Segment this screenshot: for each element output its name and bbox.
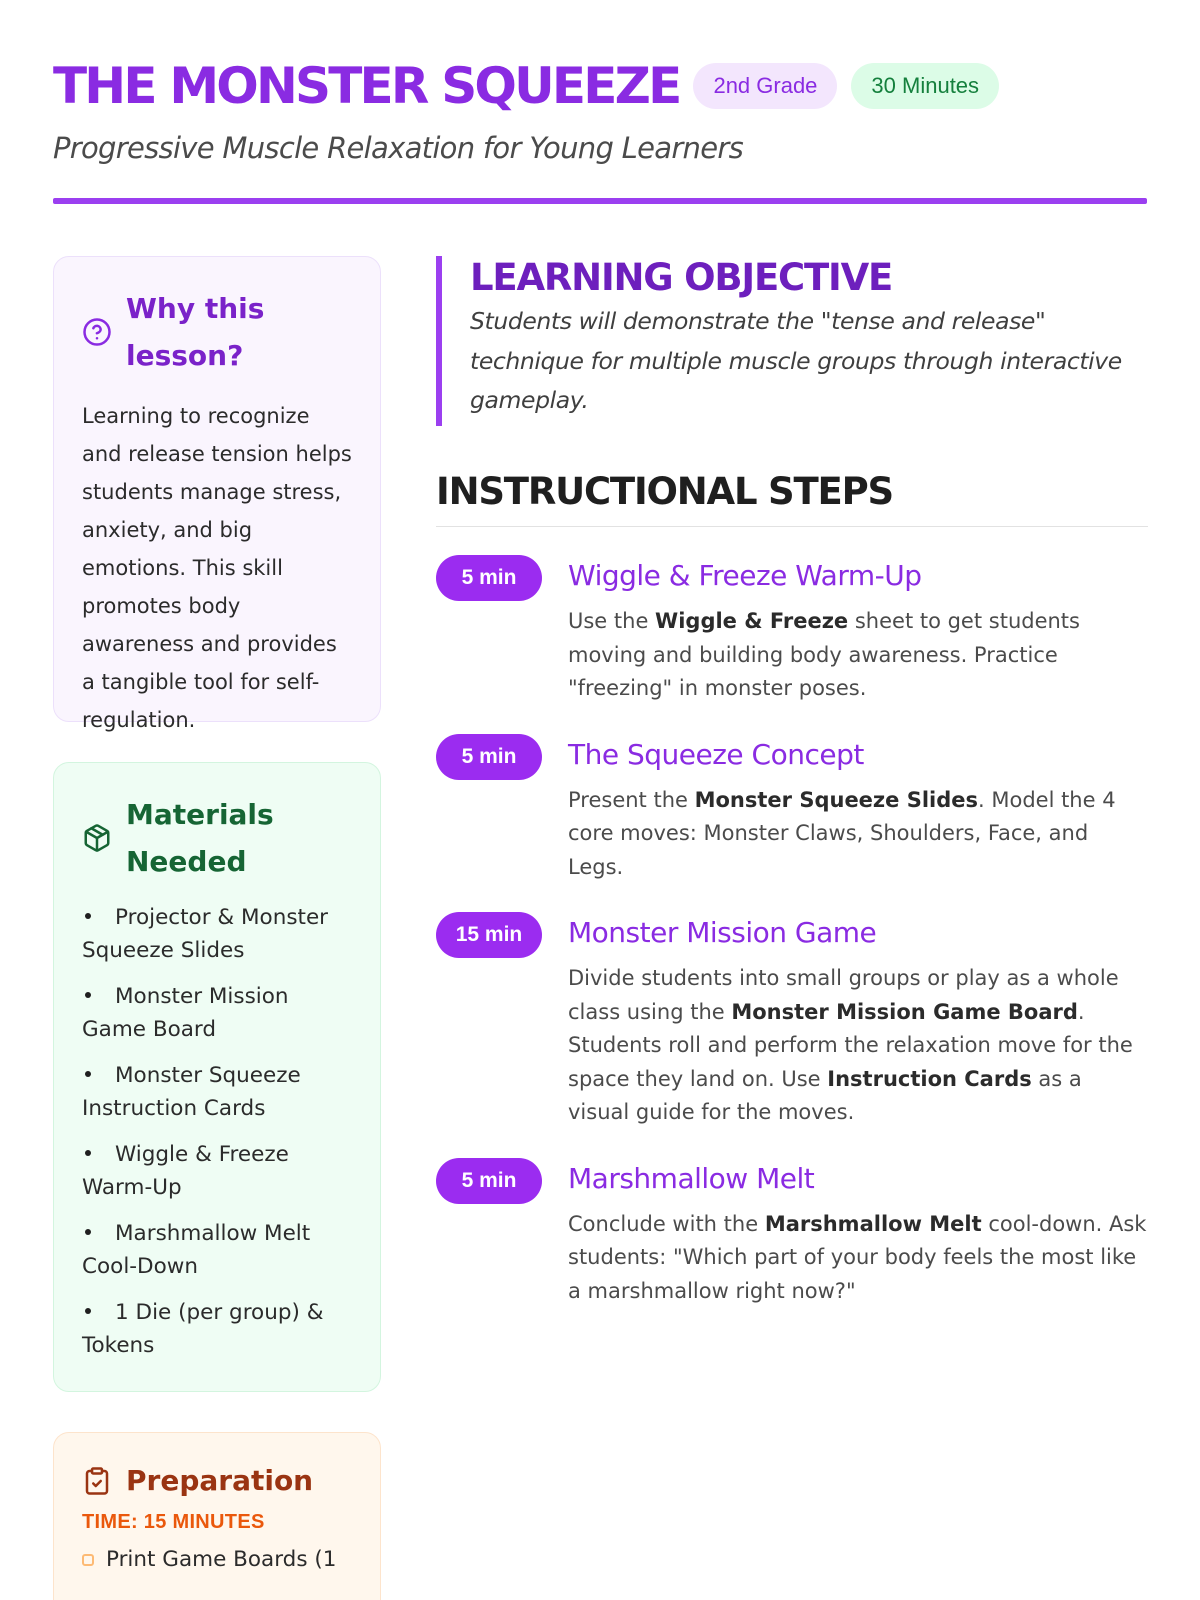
header-divider [53,198,1147,204]
step-item [436,910,1148,1130]
preparation-time: TIME: 15 MINUTES [82,1511,265,1533]
package-icon [82,823,112,853]
why-card [53,256,381,732]
content-columns [53,256,1147,1572]
learning-objective [436,256,1148,426]
materials-card-title: Materials Needed [126,798,274,878]
step-description: Use the Wiggle & Freeze sheet to get students moving and building body awareness. Practice "freezing" in monster poses. [568,609,1080,700]
bullet-icon [85,913,91,919]
steps-title: INSTRUCTIONAL STEPS [436,470,893,513]
step-description: Divide students into small groups or play as a whole class using the Monster Mission Game Board. Students roll and perform the relaxation move for the space they land on. Use Instruction Cards as a visual guide for the moves. [568,966,1133,1124]
question-circle-icon [82,317,112,347]
grade-badge: 2nd Grade [693,63,837,109]
duration-badge: 30 Minutes [851,63,999,109]
list-item: Monster Squeeze Instruction Cards [82,1063,301,1121]
bullet-icon [85,992,91,998]
bullet-icon [85,1150,91,1156]
bullet-icon [85,1071,91,1077]
objective-title: LEARNING OBJECTIVE [470,256,893,299]
step-description: Present the Monster Squeeze Slides. Model the 4 core moves: Monster Claws, Shoulders, Face, and Legs. [568,787,1116,879]
preparation-list [82,1544,354,1576]
why-card-text: Learning to recognize and release tension helps students manage stress, anxiety, and big emotions. This skill promotes body awareness and provides a tangible tool for self-regulation. [82,404,352,732]
objective-text: Students will demonstrate the "tense and release" technique for multiple muscle groups through interactive gameplay. [470,307,1122,414]
clipboard-check-icon [82,1466,112,1496]
steps-divider [436,526,1148,527]
step-duration-badge: 15 min [436,912,542,958]
step-title: Marshmallow Melt [568,1161,815,1195]
preparation-card [53,1432,381,1600]
step-item [436,553,1148,706]
list-item: Print Game Boards (1 [82,1544,354,1576]
materials-list [82,901,354,1362]
preparation-card-header [82,1463,354,1499]
why-card-title: Why this lesson? [126,292,265,372]
step-duration-badge: 5 min [436,555,542,601]
bullet-icon [85,1229,91,1235]
step-duration-badge: 5 min [436,734,542,780]
step-item [436,1156,1148,1309]
sidebar [53,256,381,1600]
step-title: Monster Mission Game [568,916,877,949]
preparation-card-title: Preparation [126,1464,314,1497]
list-item: Monster Mission Game Board [82,984,289,1042]
header [53,56,1147,116]
why-card-header [82,285,354,379]
checkbox-icon [82,1554,94,1566]
step-title: The Squeeze Concept [568,737,864,771]
step-item [436,732,1148,885]
page-subtitle: Progressive Muscle Relaxation for Young Learners [53,131,744,165]
list-item: Marshmallow Melt Cool-Down [82,1221,311,1279]
page-title: THE MONSTER SQUEEZE [53,57,680,115]
step-title: Wiggle & Freeze Warm-Up [568,559,922,592]
list-item: Wiggle & Freeze Warm-Up [82,1142,289,1200]
materials-card-header [82,791,354,885]
materials-card [53,762,381,1392]
list-item: Projector & Monster Squeeze Slides [82,905,329,963]
bullet-icon [85,1308,91,1314]
step-duration-badge: 5 min [436,1158,542,1204]
list-item: 1 Die (per group) & Tokens [82,1300,324,1358]
main-content [436,256,1148,1308]
step-description: Conclude with the Marshmallow Melt cool-down. Ask students: "Which part of your body feels the most like a marshmallow right now?" [568,1211,1147,1303]
